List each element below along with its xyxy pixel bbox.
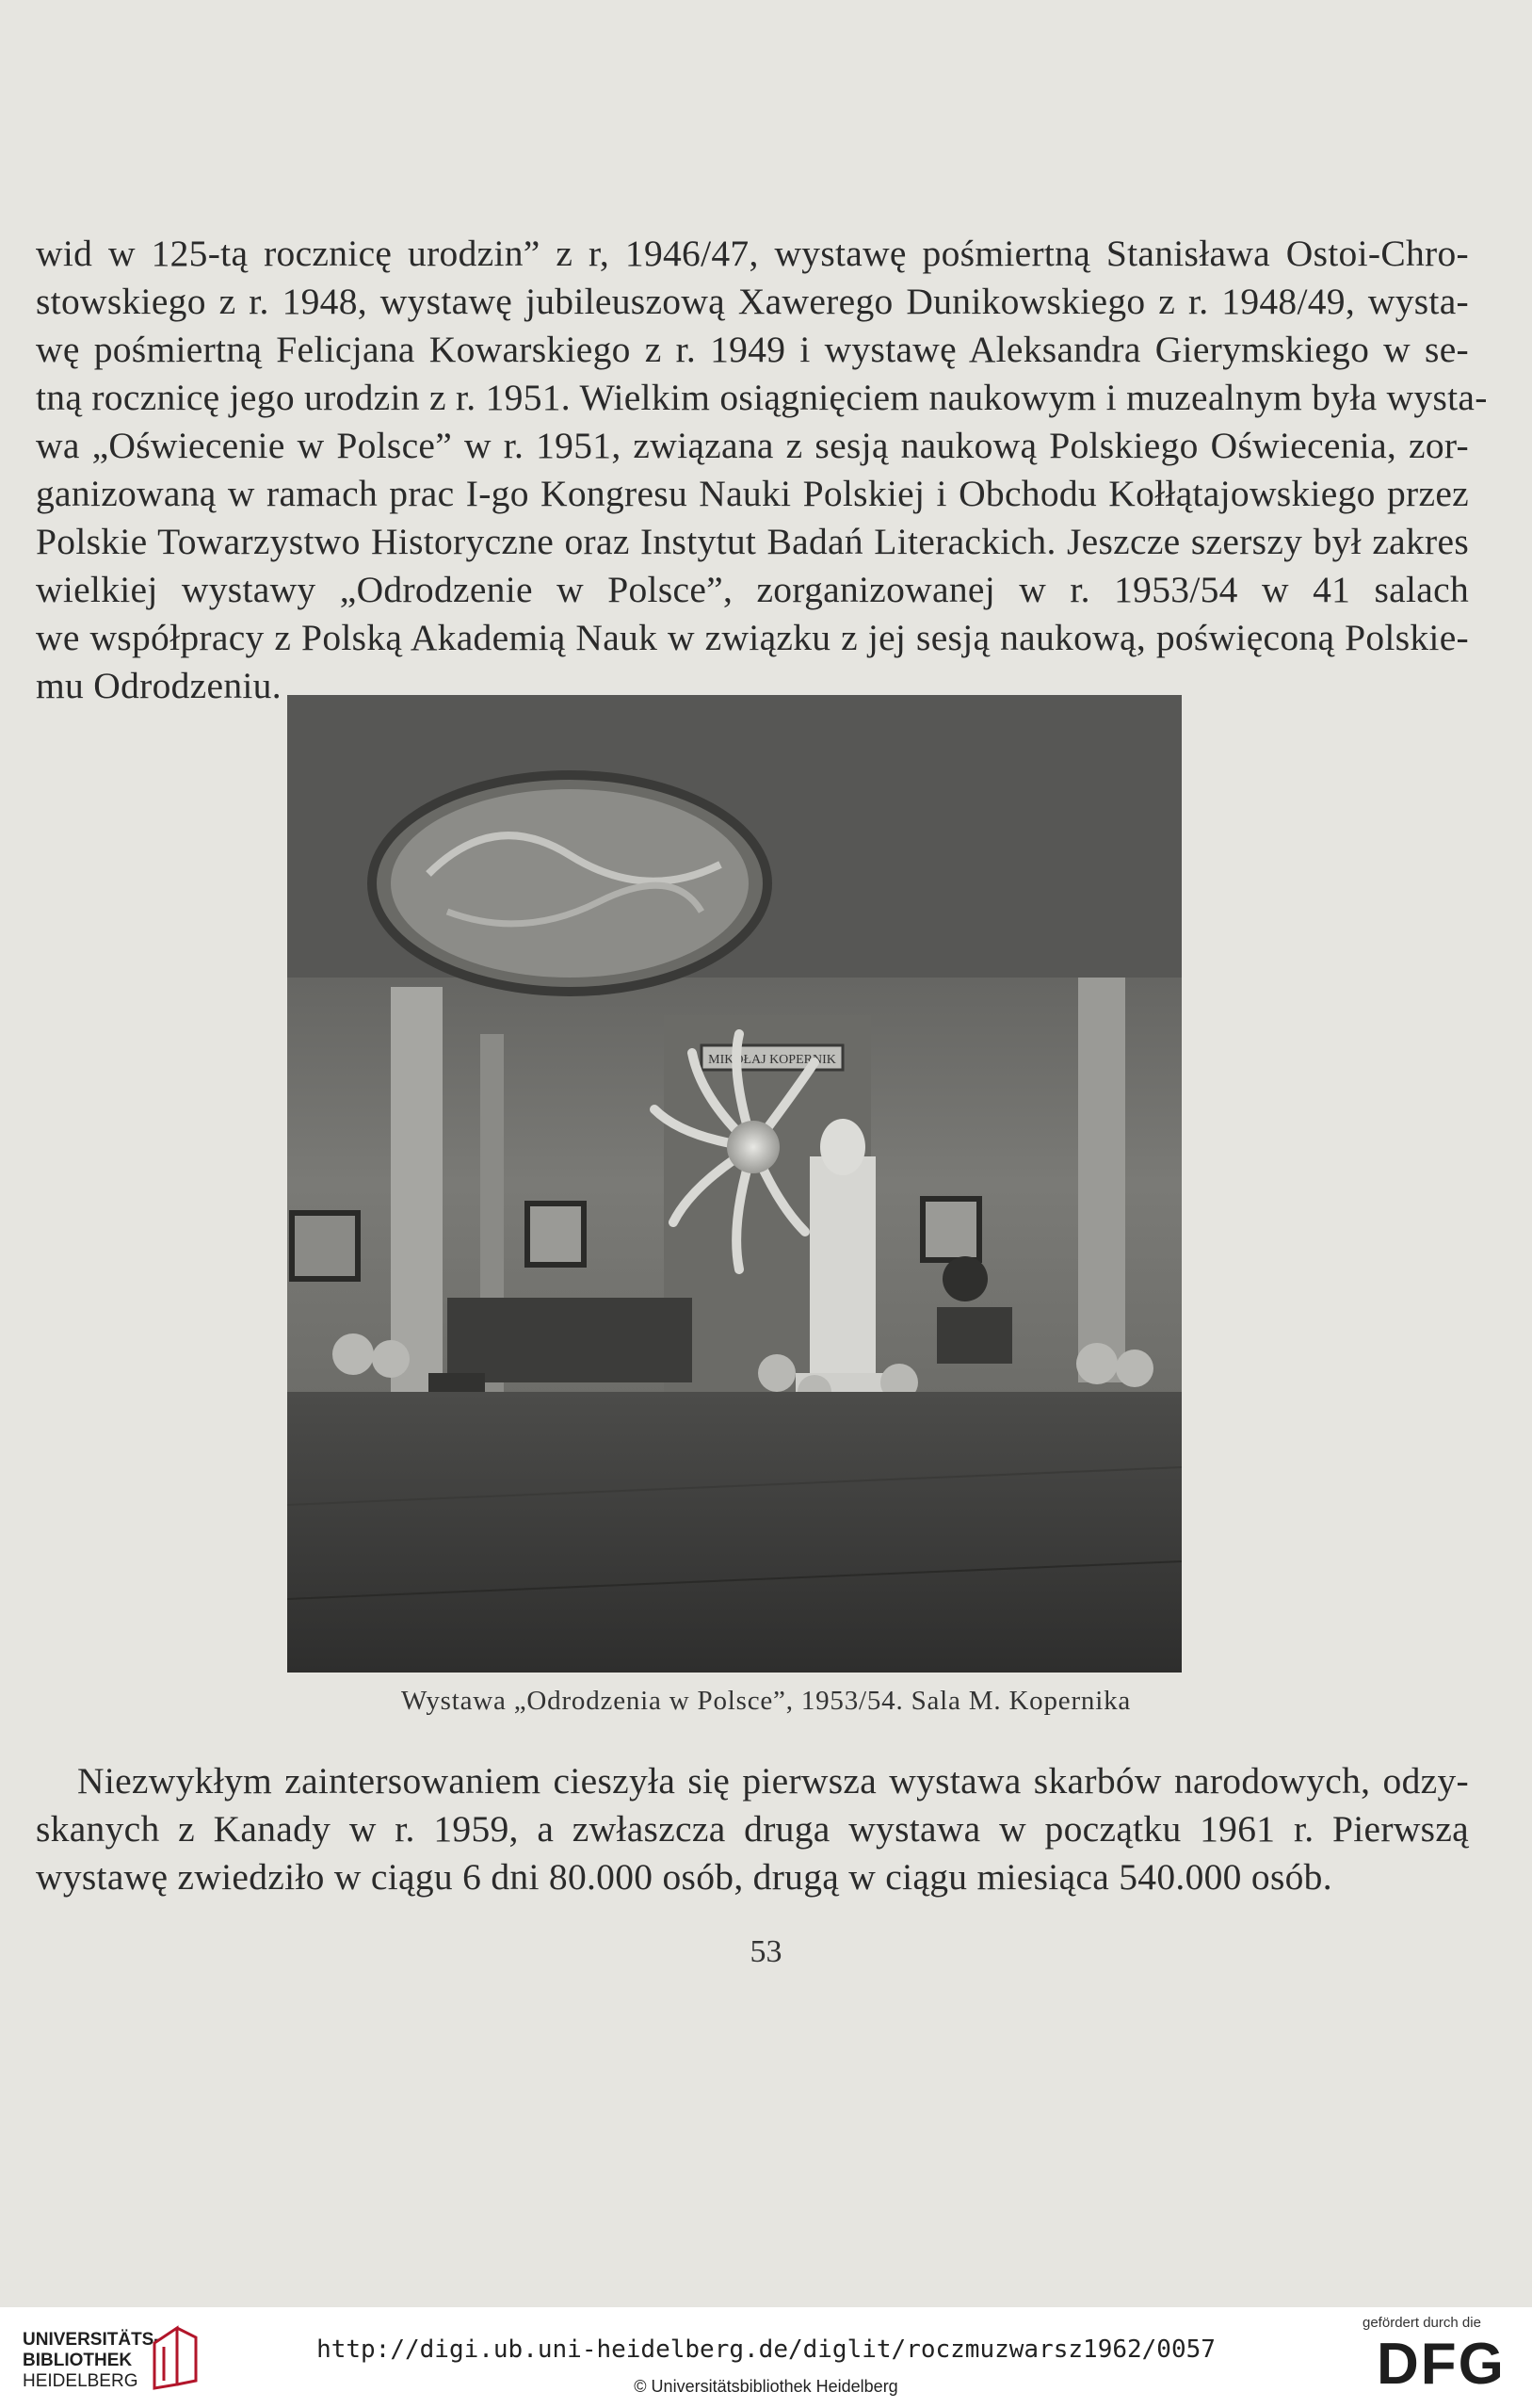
text-line: wa „Oświecenie w Polsce” w r. 1951, związana z sesją naukową Polskiego Oświecenia, zor- (36, 425, 1469, 466)
funding-label: gefördert durch die (1363, 2315, 1481, 2331)
paragraph-2 (36, 1757, 1469, 1901)
exhibition-hall-photo (287, 695, 1182, 1673)
photo-caption: Wystawa „Odrodzenia w Polsce”, 1953/54. Sala M. Kopernika (400, 1686, 1132, 1716)
sun-banner-text: MIKOŁAJ KOPERNIK (708, 1053, 836, 1067)
text-line: mu Odrodzeniu. (36, 665, 282, 706)
library-line: BIBLIOTHEK (23, 2351, 133, 2370)
dfg-logo: DFG (1377, 2332, 1506, 2397)
footer-bar (0, 2307, 1532, 2408)
paragraph-1 (36, 230, 1488, 710)
text-line: skanych z Kanady w r. 1959, a zwłaszcza druga wystawa w początku 1961 r. Pierwszą (36, 1808, 1469, 1850)
text-line: wystawę zwiedziło w ciągu 6 dni 80.000 osób, drugą w ciągu miesiąca 540.000 osób. (36, 1856, 1332, 1898)
text-line: stowskiego z r. 1948, wystawę jubileuszową Xawerego Dunikowskiego z r. 1948/49, wysta- (36, 281, 1469, 322)
library-line: UNIVERSITÄTS- (23, 2330, 160, 2350)
copyright-notice: © Universitätsbibliothek Heidelberg (634, 2377, 898, 2396)
text-line: wielkiej wystawy „Odrodzenie w Polsce”, zorganizowanej w r. 1953/54 w 41 salach (36, 569, 1469, 610)
source-url-link[interactable]: http://digi.ub.uni-heidelberg.de/diglit/roczmuzwarsz1962/0057 (316, 2335, 1216, 2364)
text-line: tną rocznicę jego urodzin z r. 1951. Wielkim osiągnięciem naukowym i muzealnym była wysta- (36, 377, 1488, 418)
library-line: HEIDELBERG (23, 2371, 138, 2391)
text-line: wę pośmiertną Felicjana Kowarskiego z r. 1949 i wystawę Aleksandra Gierymskiego w se- (36, 329, 1469, 370)
text-line: Polskie Towarzystwo Historyczne oraz Instytut Badań Literackich. Jeszcze szerszy był zakres (36, 521, 1469, 562)
text-line: ganizowaną w ramach prac I-go Kongresu Nauki Polskiej i Obchodu Kołłątajowskiego przez (36, 473, 1469, 514)
text-line: wid w 125-tą rocznicę urodzin” z r, 1946/47, wystawę pośmiertną Stanisława Ostoi-Chro- (36, 233, 1469, 274)
page-number: 53 (750, 1934, 782, 1969)
text-line: we współpracy z Polską Akademią Nauk w związku z jej sesją naukową, poświęconą Polskie- (36, 617, 1469, 658)
text-line: Niezwykłym zaintersowaniem cieszyła się pierwsza wystawa skarbów narodowych, odzy- (77, 1760, 1469, 1802)
